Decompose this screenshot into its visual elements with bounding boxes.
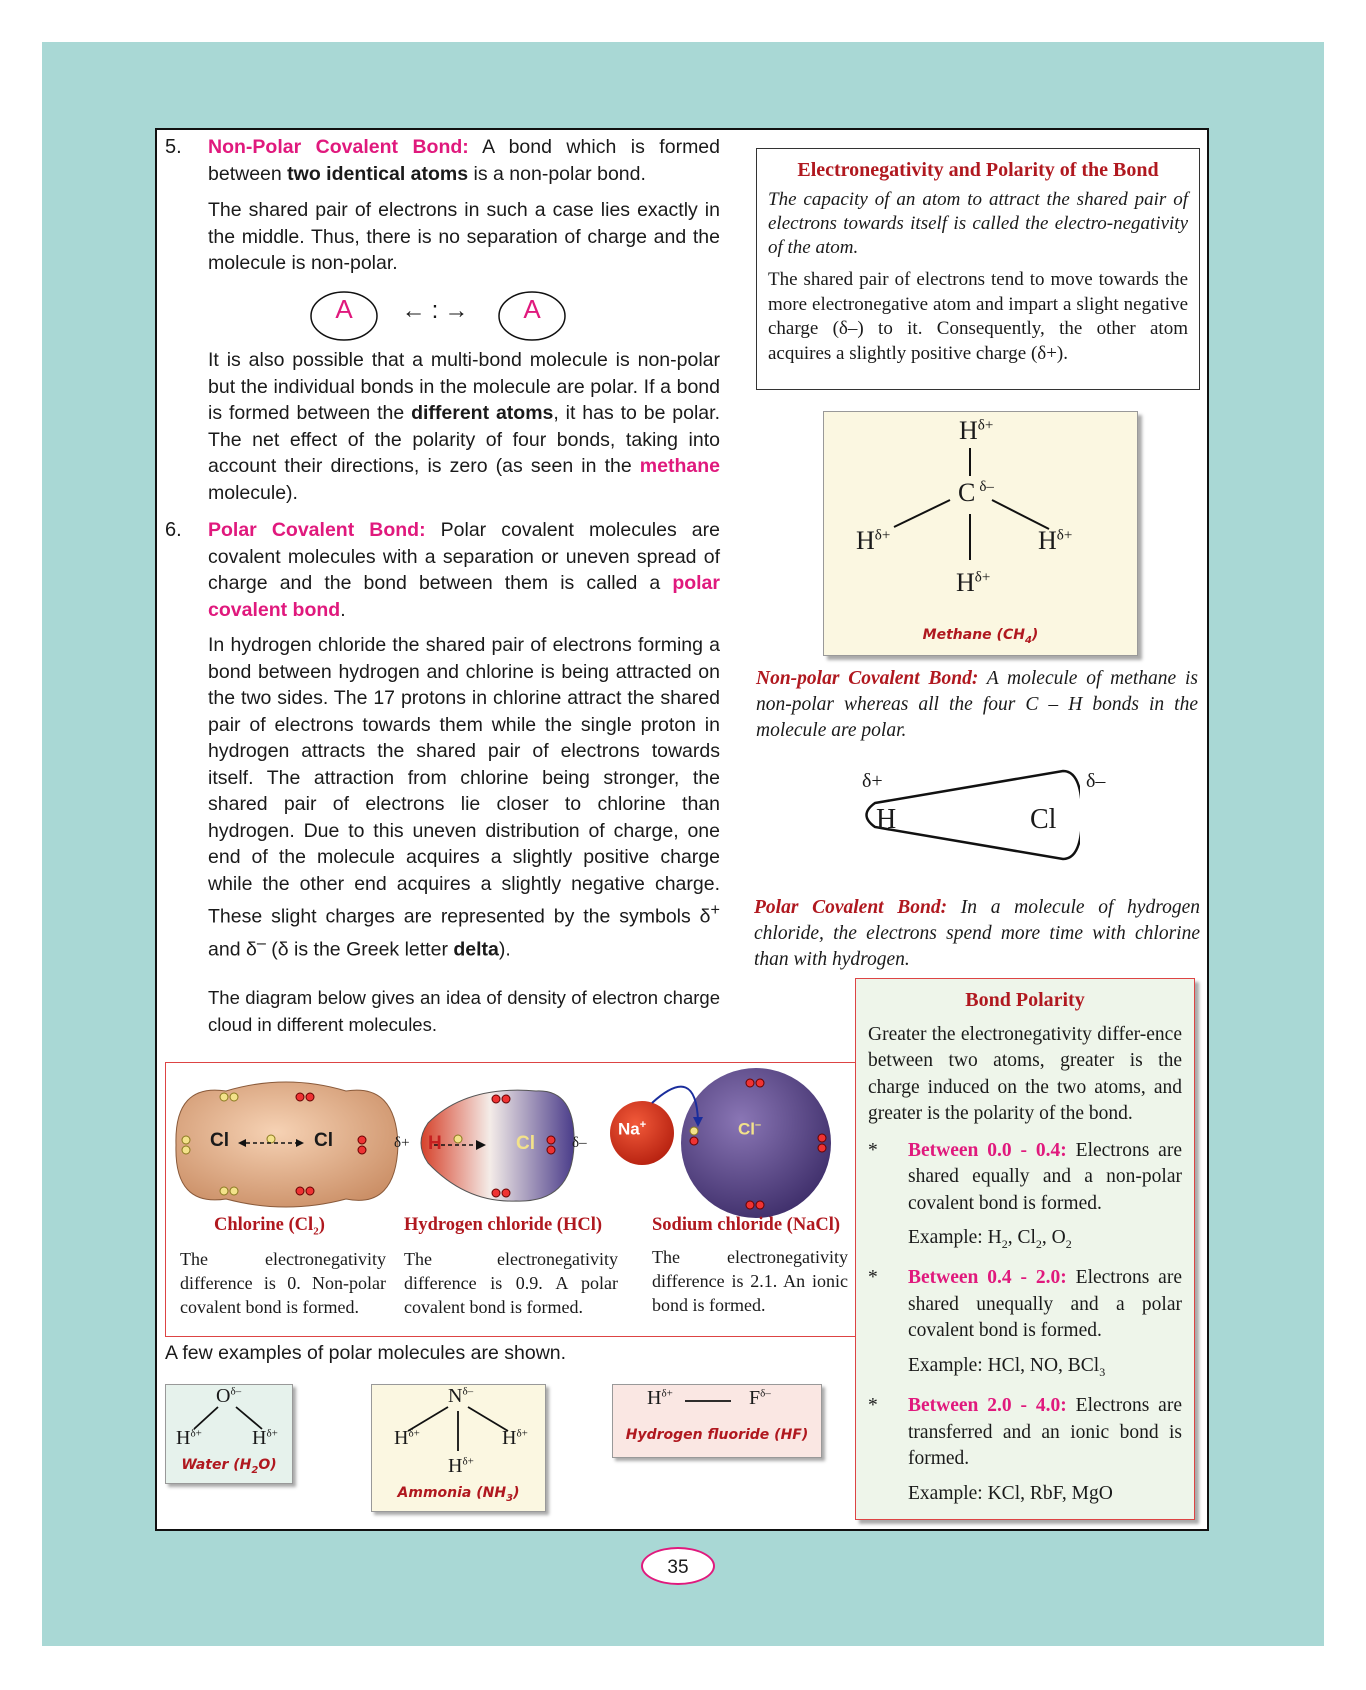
examples-intro: A few examples of polar molecules are shown. [165,1342,567,1364]
nacl-description: The electronegativity difference is 2.1. An ionic bond is formed. [652,1247,848,1315]
diagram-intro-paragraph: The diagram below gives an idea of density of electron charge cloud in different molecules. [208,987,720,1035]
hcl-cloud-dplus: δ+ [394,1135,410,1151]
item5-text: A bond which is formed between [208,136,720,185]
water-h-left: $H^{\delta+}$ [176,1427,202,1449]
na-ion-label: Na+ [618,1119,647,1139]
hf-diagram [612,1384,822,1458]
nonpolar-caption [756,666,1198,744]
h-left: $H^{\delta+}$ [856,526,891,555]
hcl-paragraph [208,632,720,963]
methane-caption: Methane $(CH_4)$ [922,627,1039,646]
charge-cloud-panel [165,1062,865,1337]
caption-text: In a molecule of hydrogen chloride, the electrons spend more time with chlorine than with hydrogen. [754,897,1200,970]
hcl-cl-label: Cl [1030,804,1057,835]
item5-heading: Non-Polar Covalent Bond: [208,136,469,158]
text: molecule). [208,481,298,504]
electronegativity-box [756,148,1200,390]
text: In hydrogen chloride the shared pair of electrons forming a bond between hydrogen and chlorine is being attracted on the two sides. The 17 protons in chlorine attract the shared pair of electrons towards them while the single proton in hydrogen attracts the shared pair of electrons towards itself. The attraction from chlorine being stronger, the shared pair of electrons lie closer to chlorine than hydrogen. Due to this uneven distribution of charge, one end of the molecule acquires a slightly positive charge while the other end acquires a slightly negative charge. These slight charges are represented by the symbols δ [208,634,720,928]
ammonia-caption: Ammonia $(NH_3)$ [397,1485,520,1504]
item-number: 5. [165,136,182,158]
text: It is also possible that a multi-bond molecule is non-polar but the individual bonds in the molecule are polar. If a bond is formed between the [208,349,720,424]
polarity-item-3: * Between 2.0 - 4.0: Electrons are transferred and an ionic bond is formed. Example: KCl, RbF, MgO [856,1393,1194,1507]
bold-text: delta [453,938,499,961]
cl-ion-label: Cl– [738,1119,762,1139]
polar-bond-highlight: polar covalent bond [208,572,720,621]
caption-head: Non-polar Covalent Bond: [756,668,979,689]
water-caption: Water $(H_2O)$ [181,1457,277,1476]
atom-label-right: A [523,294,541,324]
item5-bold: two identical atoms [287,162,469,185]
atom-label-left: A [335,294,353,324]
hcl-h-label: H [876,804,897,835]
item5-paragraph [208,134,720,187]
ammonia-h-left: $H^{\delta+}$ [394,1427,420,1449]
text: ). [498,938,511,961]
item5-text-end: is a non-polar bond. [468,162,646,185]
caption-text: A molecule of methane is non-polar whereas all the four C – H bonds in the molecule are polar. [756,668,1198,741]
hf-bond [613,1385,821,1457]
cl2-left-label: Cl [210,1130,229,1151]
superscript: + [710,901,720,919]
ammonia-n: $N^{\delta-}$ [448,1385,474,1407]
nacl-caption: Sodium chloride (NaCl) [652,1215,841,1235]
water-diagram [165,1384,293,1484]
cl2-right-label: Cl [314,1130,333,1151]
chlorine-description: The electronegativity difference is 0. Non-polar covalent bond is formed. [180,1249,386,1317]
superscript: – [256,934,266,952]
hcl-description: The electronegativity difference is 0.9. A polar covalent bond is formed. [404,1249,618,1317]
bond-polarity-box [855,978,1195,1520]
multi-bond-paragraph [208,347,720,506]
box-title: Electronegativity and Polarity of the Bond [797,159,1159,181]
text: , it has to be polar. The net effect of the polarity of four bonds, taking into account their directions, is zero (as seen in the [208,402,720,477]
hcl-cloud-h: H [428,1133,442,1154]
polarity-item-2: * Between 0.4 - 2.0: Electrons are shared unequally and a polar covalent bond is formed. Example: HCl, NO, BCl$_3$ [856,1265,1194,1385]
box-body: The shared pair of electrons tend to move towards the more electronegative atom and impart a slight negative charge (δ–) to it. Consequently, the other atom acquires a slightly positive charge (δ+). [768,269,1188,364]
hcl-dminus: δ– [1086,770,1106,792]
ammonia-diagram [371,1384,546,1512]
item6-text: Polar covalent molecules are covalent molecules with a separation or uneven spread of charge and the bond between them is called a [208,519,720,594]
hf-caption: Hydrogen fluoride (HF) [625,1427,809,1443]
bond-polarity-title: Bond Polarity [965,989,1085,1011]
h-bottom: $H^{\delta+}$ [956,568,991,597]
page-number: 35 [641,1547,715,1585]
example-line: Example: HCl, NO, BCl$_3$ [908,1354,1106,1379]
bold-text: different atoms [411,402,554,424]
hcl-dplus: δ+ [862,770,883,792]
item6-paragraph [208,517,720,623]
water-o: $O^{\delta-}$ [216,1385,242,1407]
caption-head: Polar Covalent Bond: [754,897,948,918]
h-top: $H^{\delta+}$ [959,416,994,445]
chlorine-caption: Chlorine $(Cl_2)$ [214,1215,325,1238]
hf-h: $H^{\delta+}$ [647,1387,673,1409]
example-line: Example: $H_2$, $Cl_2$, $O_2$ [908,1227,1072,1251]
bond-polarity-intro: Greater the electronegativity differ-ence between two atoms, greater is the charge induced on the two atoms, and greater is the polarity of the bond. [868,1023,1182,1124]
water-h-right: $H^{\delta+}$ [252,1427,278,1449]
polar-caption [754,895,1200,973]
hcl-cloud-dminus: δ– [572,1135,587,1151]
example-line: Example: KCl, RbF, MgO [908,1482,1113,1504]
item6-heading: Polar Covalent Bond: [208,519,426,541]
box-definition: The capacity of an atom to attract the shared pair of electrons towards itself is called the electro-negativity of the atom. [768,189,1188,258]
ammonia-h-bottom: $H^{\delta+}$ [448,1455,474,1477]
hcl-caption: Hydrogen chloride (HCl) [404,1215,603,1235]
hf-f: $F^{\delta-}$ [749,1387,771,1409]
item-number: 6. [165,519,182,541]
polarity-item-1: * Between 0.0 - 0.4: Electrons are shared equally and a non-polar covalent bond is formed. Example: $H_2$, $Cl_2$, $O_2$ [856,1138,1194,1258]
c-center: C $^{\delta-}$ [958,478,994,507]
methane-diagram [823,411,1138,656]
methane-highlight: methane [639,455,720,477]
item6-text-end: . [340,598,346,621]
ammonia-h-right: $H^{\delta+}$ [502,1427,528,1449]
shared-pair-arrows: ←:→ [401,297,475,324]
hcl-cloud-cl: Cl [516,1133,535,1154]
text: and δ [208,938,257,961]
text: (δ is the Greek letter [265,938,454,961]
h-right: $H^{\delta+}$ [1038,526,1073,555]
shared-pair-paragraph: The shared pair of electrons in such a case lies exactly in the middle. Thus, there is no separation of charge and the molecule is non-polar. [208,199,720,274]
